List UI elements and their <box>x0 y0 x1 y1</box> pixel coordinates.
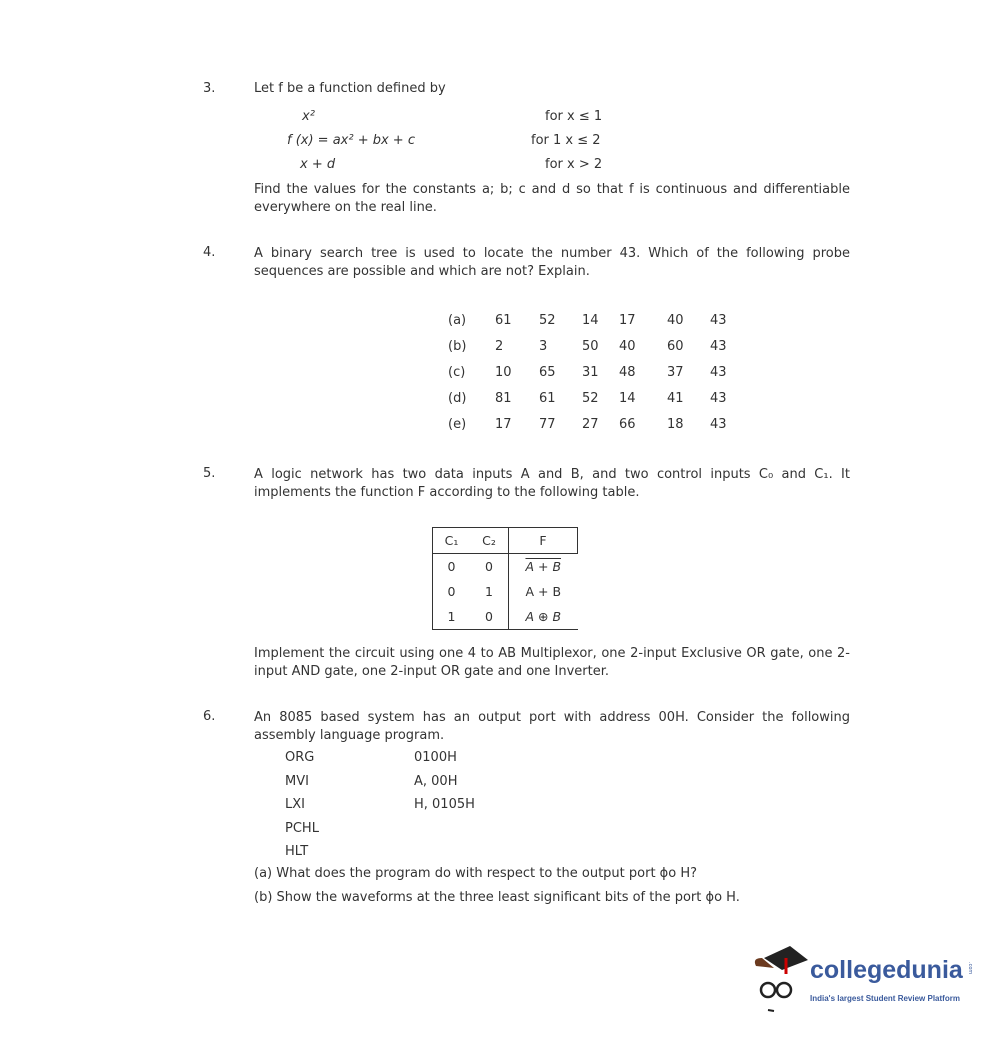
sequence-value: 14 <box>619 390 636 406</box>
sequence-value: 37 <box>667 364 684 380</box>
q4-number: 4. <box>203 245 216 260</box>
sequence-value: 27 <box>582 416 599 432</box>
logo-com: .com <box>967 962 973 975</box>
cell: 0 <box>433 579 471 604</box>
probe-sequence-row <box>448 385 740 411</box>
sequence-label: (c) <box>448 364 466 380</box>
header-f: F <box>509 528 578 554</box>
instruction-op: LXI <box>285 797 305 812</box>
sequence-value: 61 <box>495 312 512 328</box>
case-expr: f (x) = ax² + bx + c <box>287 133 415 148</box>
cell: A + B <box>525 559 562 574</box>
cell: 0 <box>433 554 471 580</box>
sequence-label: (b) <box>448 338 467 354</box>
cell: 1 <box>433 604 471 630</box>
instruction-op: PCHL <box>285 820 319 836</box>
collegedunia-logo <box>750 944 980 1014</box>
truth-table <box>432 527 578 630</box>
header-c1: C₁ <box>433 528 471 554</box>
instruction-arg: A, 00H <box>414 773 458 789</box>
q6-number: 6. <box>203 709 216 724</box>
q3-question: Find the values for the constants a; b; c and d so that f is continuous and differentiable everywhere on the real line. <box>254 182 850 215</box>
probe-sequence-row <box>448 333 740 359</box>
case-expr: x + d <box>300 157 336 172</box>
cell: A ⊕ B <box>525 609 562 624</box>
sequence-value: 14 <box>582 312 599 328</box>
sequence-value: 17 <box>619 312 636 328</box>
q6-text: An 8085 based system has an output port with address 00H. Consider the following assembly language program. <box>254 710 850 743</box>
sequence-label: (e) <box>448 416 467 432</box>
sequence-value: 43 <box>710 312 727 328</box>
instruction-arg: 0100H <box>414 750 457 765</box>
cell: 0 <box>470 554 509 580</box>
cell: 0 <box>470 604 509 630</box>
case-expr: x² <box>302 109 315 124</box>
case-cond: for x > 2 <box>545 157 603 172</box>
logo-name: collegedunia <box>810 956 963 984</box>
cell: 1 <box>470 579 509 604</box>
sequence-value: 60 <box>667 338 684 354</box>
probe-sequence-row <box>448 411 740 437</box>
sequence-value: 61 <box>539 390 556 406</box>
sequence-value: 43 <box>710 364 727 380</box>
header-c2: C₂ <box>470 528 509 554</box>
sequence-value: 17 <box>495 416 512 432</box>
instruction-op: MVI <box>285 773 309 789</box>
sequence-value: 65 <box>539 364 556 380</box>
q3-intro: Let f be a function defined by <box>254 81 446 96</box>
sequence-value: 3 <box>539 338 548 354</box>
q6-part-b: (b) Show the waveforms at the three least significant bits of the port ϕo H. <box>254 890 740 905</box>
q6-part-a: (a) What does the program do with respect to the output port ϕo H? <box>254 866 698 881</box>
sequence-value: 50 <box>582 338 599 354</box>
sequence-value: 10 <box>495 364 512 380</box>
sequence-value: 40 <box>619 338 636 354</box>
case-cond: for x ≤ 1 <box>545 109 603 124</box>
sequence-value: 66 <box>619 416 636 432</box>
probe-sequences <box>448 307 740 437</box>
cell: A + B <box>525 584 562 599</box>
logo-tagline: India's largest Student Review Platform <box>810 994 960 1003</box>
sequence-value: 81 <box>495 390 512 406</box>
instruction-op: HLT <box>285 844 309 859</box>
sequence-value: 41 <box>667 390 684 406</box>
sequence-label: (d) <box>448 390 467 406</box>
sequence-value: 2 <box>495 338 504 354</box>
case-cond: for 1 x ≤ 2 <box>531 133 601 148</box>
sequence-value: 52 <box>539 312 556 328</box>
mascot-icon <box>750 944 808 1014</box>
sequence-value: 40 <box>667 312 684 328</box>
q4-text: A binary search tree is used to locate the number 43. Which of the following probe sequences are possible and which are not? Explain. <box>254 246 850 279</box>
probe-sequence-row <box>448 359 740 385</box>
sequence-value: 43 <box>710 338 727 354</box>
q5-number: 5. <box>203 466 216 481</box>
q5-text: A logic network has two data inputs A and B, and two control inputs C₀ and C₁. It implements the function F according to the following table. <box>254 467 850 500</box>
sequence-value: 31 <box>582 364 599 380</box>
instruction-arg: H, 0105H <box>414 797 475 812</box>
q5-implement: Implement the circuit using one 4 to AB Multiplexor, one 2-input Exclusive OR gate, one 2-input AND gate, one 2-input OR gate and one Inverter. <box>254 646 850 679</box>
instruction-op: ORG <box>285 750 315 765</box>
sequence-value: 48 <box>619 364 636 380</box>
sequence-value: 18 <box>667 416 684 432</box>
probe-sequence-row <box>448 307 740 333</box>
sequence-value: 52 <box>582 390 599 406</box>
sequence-label: (a) <box>448 312 467 328</box>
sequence-value: 77 <box>539 416 556 432</box>
sequence-value: 43 <box>710 390 727 406</box>
q3-number: 3. <box>203 81 216 96</box>
sequence-value: 43 <box>710 416 727 432</box>
